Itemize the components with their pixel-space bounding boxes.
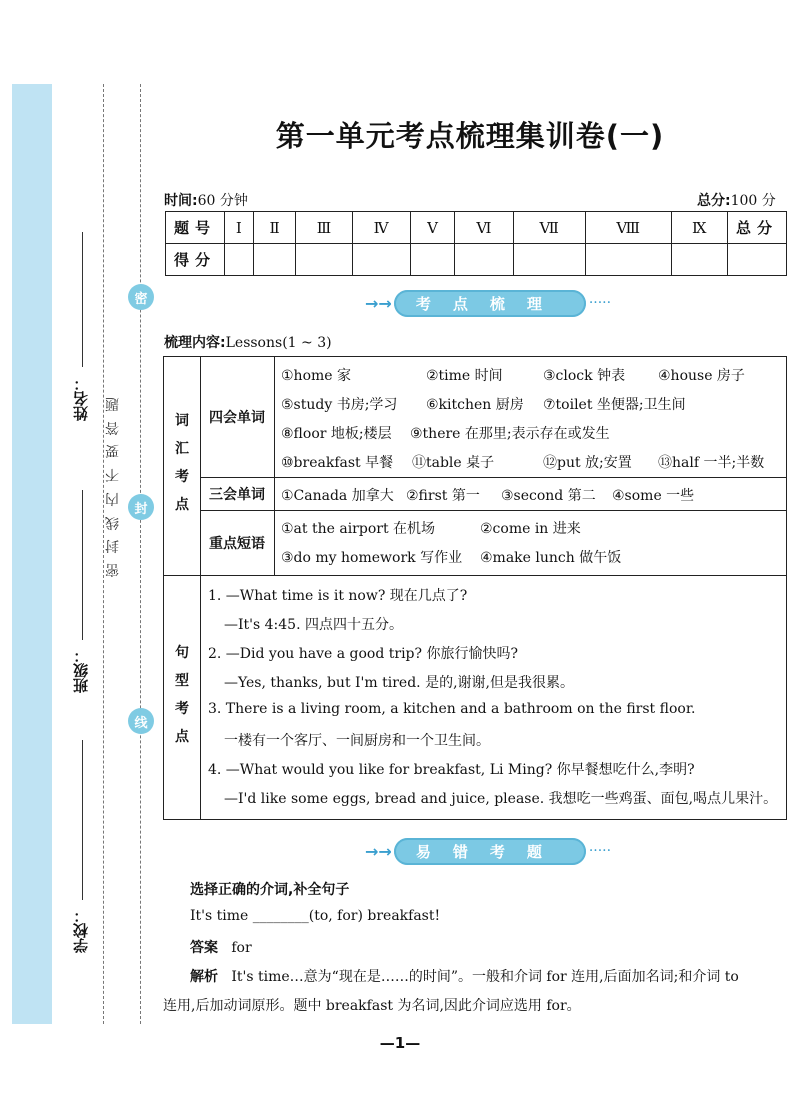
four-skill-label: 四会单词 bbox=[209, 410, 265, 426]
seal-mi: 密 bbox=[128, 284, 154, 310]
page-title: 第一单元考点梳理集训卷(一) bbox=[275, 119, 665, 153]
class-label: 班级： bbox=[72, 648, 90, 693]
column-7: Ⅶ bbox=[513, 212, 585, 244]
section-banner-error-prone: →→ 易错考题 ····· bbox=[365, 837, 611, 865]
sentence-line: 1. —What time is it now? 现在几点了? bbox=[208, 588, 468, 604]
score-table bbox=[165, 211, 787, 276]
total-column-header: 总分 bbox=[728, 212, 787, 244]
school-label: 学校： bbox=[72, 908, 90, 953]
sentence-line: 2. —Did you have a good trip? 你旅行愉快吗? bbox=[208, 646, 518, 662]
score-cell[interactable] bbox=[410, 244, 455, 276]
sentence-line: —I'd like some eggs, bread and juice, please. 我想吃一些鸡蛋、面包,喝点儿果汁。 bbox=[224, 791, 778, 807]
sentence-category-label: 句 型 考 点 bbox=[175, 645, 189, 745]
column-1: Ⅰ bbox=[225, 212, 254, 244]
three-skill-label: 三会单词 bbox=[209, 486, 265, 503]
column-8: Ⅷ bbox=[585, 212, 671, 244]
column-4: Ⅳ bbox=[352, 212, 410, 244]
arrow-icon: →→ bbox=[365, 293, 392, 313]
score-cell[interactable] bbox=[513, 244, 585, 276]
binding-strip bbox=[12, 84, 52, 1024]
name-fill-line bbox=[82, 232, 83, 367]
score-cell[interactable] bbox=[455, 244, 513, 276]
column-5: Ⅴ bbox=[410, 212, 455, 244]
column-3: Ⅲ bbox=[296, 212, 352, 244]
vocab-category-label: 词 汇 考 点 bbox=[175, 413, 189, 513]
arrow-icon: →→ bbox=[365, 841, 392, 861]
page-number: —1— bbox=[379, 1034, 421, 1052]
exercise-analysis-cont: 连用,后加动词原形。题中 breakfast 为名词,因此介词应选用 for。 bbox=[163, 998, 581, 1014]
score-cell[interactable] bbox=[296, 244, 352, 276]
class-fill-line bbox=[82, 490, 83, 640]
question-number-header: 题号 bbox=[166, 212, 225, 244]
score-row bbox=[166, 244, 787, 276]
score-cell[interactable] bbox=[352, 244, 410, 276]
exercise-instruction: 选择正确的介词,补全句子 bbox=[190, 882, 350, 898]
section-banner-key-points: →→ 考点梳理 ····· bbox=[365, 289, 611, 317]
time-info: 时间:60 分钟 bbox=[164, 193, 248, 209]
column-9: Ⅸ bbox=[671, 212, 727, 244]
name-label: 姓名： bbox=[72, 376, 90, 421]
score-cell[interactable] bbox=[671, 244, 727, 276]
sentence-line: —Yes, thanks, but I'm tired. 是的,谢谢,但是我很累。 bbox=[224, 675, 574, 691]
score-cell[interactable] bbox=[585, 244, 671, 276]
question-number-row bbox=[166, 212, 787, 244]
school-fill-line bbox=[82, 740, 83, 900]
seal-feng: 封 bbox=[128, 494, 154, 520]
score-cell[interactable] bbox=[253, 244, 296, 276]
score-cell[interactable] bbox=[225, 244, 254, 276]
sentence-line: 3. There is a living room, a kitchen and a bathroom on the first floor. bbox=[208, 701, 696, 717]
column-6: Ⅵ bbox=[455, 212, 513, 244]
sentence-line: 4. —What would you like for breakfast, Li Ming? 你早餐想吃什么,李明? bbox=[208, 762, 695, 778]
cut-line-inner bbox=[140, 84, 141, 1024]
phrase-label: 重点短语 bbox=[209, 535, 265, 552]
column-2: Ⅱ bbox=[253, 212, 296, 244]
exercise-question: It's time ________(to, for) breakfast! bbox=[190, 908, 441, 924]
total-info: 总分:100 分 bbox=[697, 193, 776, 209]
total-score-cell[interactable] bbox=[728, 244, 787, 276]
exercise-analysis: 解析 It's time…意为“现在是……的时间”。一般和介词 for 连用,后面加名词;和介词 to bbox=[190, 969, 739, 985]
binding-notice: 密 封 线 内 不 要 答 题 bbox=[105, 395, 119, 577]
dots-icon: ····· bbox=[588, 843, 612, 859]
seal-xian: 线 bbox=[128, 708, 154, 734]
sentence-line: —It's 4:45. 四点四十五分。 bbox=[224, 617, 403, 633]
score-row-header: 得分 bbox=[166, 244, 225, 276]
exercise-answer: 答案 for bbox=[190, 940, 252, 956]
dots-icon: ····· bbox=[588, 295, 612, 311]
content-scope: 梳理内容:Lessons(1 ~ 3) bbox=[164, 335, 332, 351]
sentence-line: 一楼有一个客厅、一间厨房和一个卫生间。 bbox=[224, 733, 490, 749]
key-points-table: 词 汇 考 点 四会单词 三会单词 重点短语 ①home 家 ②time 时间 ③clock 钟表 ④house 房子 ⑤study 书房;学习 ⑥kitchen 厨房 ⑦toilet 坐便器;卫生间 ⑧floor 地板;楼层 ⑨there 在那里;表示存在或发生 ⑩breakfast 早餐 ⑪table 桌子 ⑫put 放;安置 ⑬half 一半;半数 ①Canada 加拿大 ②first 第一 ③second 第二 ④some 一些 ①at the airport 在机场 ②come in 进来 ③do my homework 写作业 ④make lunch 做午饭 句 型 考 点 1. —What time is it now? 现在几点了? —It's 4:45. 四点四十五分。 2. —Did you have a good trip? 你旅行愉快吗? —Yes, thanks, but I'm tired. 是的,谢谢,但是我很累。 3. There is a living room, a kitchen and a bathroom on the first floor. 一楼有一个客厅、一间厨房和一个卫生间。 4. —What would you like for breakfast, Li Ming? 你早餐想吃什么,李明? —I'd like some eggs, bread and juice, please. 我想吃一些鸡蛋、面包,喝点儿果汁。 bbox=[163, 356, 787, 820]
